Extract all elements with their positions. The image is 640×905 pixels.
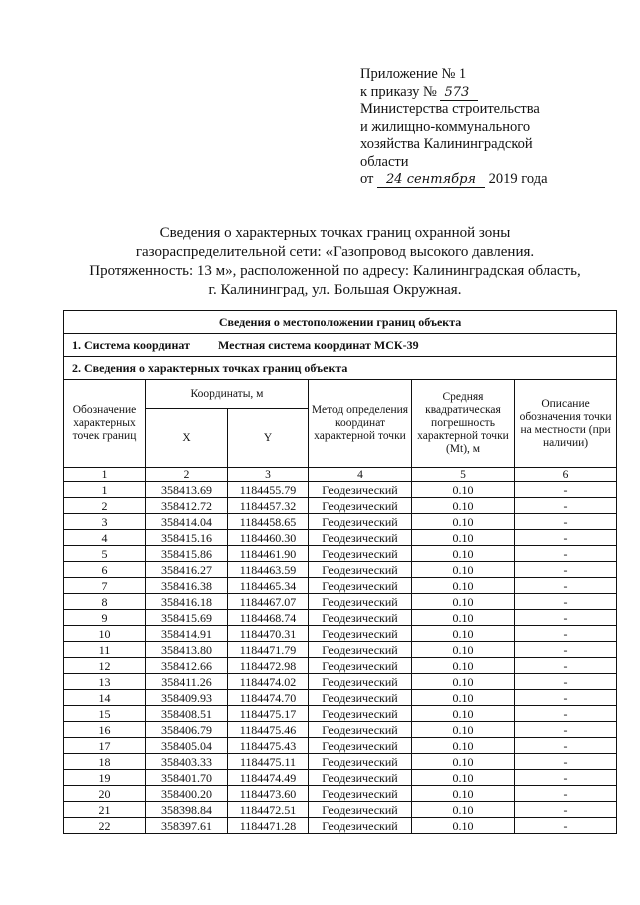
description-cell: - (515, 706, 617, 722)
description-cell: - (515, 610, 617, 626)
y-cell: 1184468.74 (228, 610, 309, 626)
x-cell: 358414.04 (146, 514, 228, 530)
table-row (64, 578, 617, 594)
error-cell: 0.10 (412, 802, 515, 818)
col-desc-header: Описание обозначения точки на местности (при наличии) (515, 380, 617, 468)
y-cell: 1184475.46 (228, 722, 309, 738)
description-cell: - (515, 482, 617, 498)
method-cell: Геодезический (309, 658, 412, 674)
description-cell: - (515, 770, 617, 786)
x-cell: 358415.69 (146, 610, 228, 626)
description-cell: - (515, 530, 617, 546)
point-id-cell: 19 (64, 770, 146, 786)
error-cell: 0.10 (412, 722, 515, 738)
section-coordinate-system (64, 334, 617, 357)
col-coords-header: Координаты, м (146, 380, 309, 409)
column-number: 6 (515, 468, 617, 482)
point-id-cell: 17 (64, 738, 146, 754)
column-number: 5 (412, 468, 515, 482)
error-cell: 0.10 (412, 610, 515, 626)
table-header-title: Сведения о местоположении границ объекта (64, 311, 617, 334)
col-y-header: Y (228, 409, 309, 468)
point-id-cell: 2 (64, 498, 146, 514)
table-row (64, 722, 617, 738)
x-cell: 358416.38 (146, 578, 228, 594)
table-row (64, 514, 617, 530)
x-cell: 358413.80 (146, 642, 228, 658)
method-cell: Геодезический (309, 546, 412, 562)
error-cell: 0.10 (412, 626, 515, 642)
description-cell: - (515, 802, 617, 818)
x-cell: 358416.18 (146, 594, 228, 610)
error-cell: 0.10 (412, 690, 515, 706)
y-cell: 1184475.43 (228, 738, 309, 754)
table-row (64, 802, 617, 818)
y-cell: 1184472.98 (228, 658, 309, 674)
table-header-row (64, 311, 617, 334)
title-line: г. Калининград, ул. Большая Окружная. (208, 282, 462, 298)
col-error-header: Средняя квадратическая погрешность характерной точки (Mt), м (412, 380, 515, 468)
ministry-line: и жилищно-коммунального (360, 118, 531, 135)
ministry-line: Министерства строительства (360, 101, 540, 117)
description-cell: - (515, 738, 617, 754)
method-cell: Геодезический (309, 722, 412, 738)
error-cell: 0.10 (412, 642, 515, 658)
x-cell: 358411.26 (146, 674, 228, 690)
error-cell: 0.10 (412, 578, 515, 594)
point-id-cell: 4 (64, 530, 146, 546)
error-cell: 0.10 (412, 594, 515, 610)
x-cell: 358406.79 (146, 722, 228, 738)
error-cell: 0.10 (412, 770, 515, 786)
x-cell: 358415.16 (146, 530, 228, 546)
y-cell: 1184474.70 (228, 690, 309, 706)
date-handwritten: 24 сентября (377, 173, 485, 188)
error-cell: 0.10 (412, 546, 515, 562)
table-row (64, 738, 617, 754)
method-cell: Геодезический (309, 754, 412, 770)
error-cell: 0.10 (412, 562, 515, 578)
description-cell: - (515, 546, 617, 562)
method-cell: Геодезический (309, 498, 412, 514)
description-cell: - (515, 642, 617, 658)
description-cell: - (515, 674, 617, 690)
order-number-handwritten: 573 (440, 86, 478, 101)
x-cell: 358400.20 (146, 786, 228, 802)
point-id-cell: 21 (64, 802, 146, 818)
method-cell: Геодезический (309, 706, 412, 722)
method-cell: Геодезический (309, 578, 412, 594)
table-row (64, 546, 617, 562)
point-id-cell: 13 (64, 674, 146, 690)
y-cell: 1184473.60 (228, 786, 309, 802)
x-cell: 358401.70 (146, 770, 228, 786)
table-row (64, 754, 617, 770)
method-cell: Геодезический (309, 786, 412, 802)
x-cell: 358412.66 (146, 658, 228, 674)
point-id-cell: 12 (64, 658, 146, 674)
method-cell: Геодезический (309, 738, 412, 754)
column-number-row (64, 468, 617, 482)
method-cell: Геодезический (309, 482, 412, 498)
method-cell: Геодезический (309, 610, 412, 626)
table-row (64, 482, 617, 498)
point-id-cell: 18 (64, 754, 146, 770)
x-cell: 358413.69 (146, 482, 228, 498)
error-cell: 0.10 (412, 514, 515, 530)
col-method-header: Метод определения координат характерной точки (309, 380, 412, 468)
col-point-header: Обозначение характерных точек границ (64, 380, 146, 468)
method-cell: Геодезический (309, 514, 412, 530)
method-cell: Геодезический (309, 690, 412, 706)
point-id-cell: 8 (64, 594, 146, 610)
table-row (64, 706, 617, 722)
table-row (64, 786, 617, 802)
y-cell: 1184460.30 (228, 530, 309, 546)
y-cell: 1184474.02 (228, 674, 309, 690)
error-cell: 0.10 (412, 658, 515, 674)
column-header-row (64, 380, 617, 409)
y-cell: 1184458.65 (228, 514, 309, 530)
point-id-cell: 14 (64, 690, 146, 706)
error-cell: 0.10 (412, 674, 515, 690)
error-cell: 0.10 (412, 738, 515, 754)
x-cell: 358398.84 (146, 802, 228, 818)
title-line: газораспределительной сети: «Газопровод высокого давления. (135, 244, 535, 260)
x-cell: 358408.51 (146, 706, 228, 722)
table-row (64, 674, 617, 690)
y-cell: 1184457.32 (228, 498, 309, 514)
description-cell: - (515, 626, 617, 642)
order-number-line (360, 84, 620, 102)
method-cell: Геодезический (309, 530, 412, 546)
y-cell: 1184474.49 (228, 770, 309, 786)
y-cell: 1184465.34 (228, 578, 309, 594)
point-id-cell: 16 (64, 722, 146, 738)
column-number: 2 (146, 468, 228, 482)
column-number: 1 (64, 468, 146, 482)
error-cell: 0.10 (412, 706, 515, 722)
order-prefix: к приказу № (360, 83, 437, 100)
y-cell: 1184471.79 (228, 642, 309, 658)
x-cell: 358403.33 (146, 754, 228, 770)
description-cell: - (515, 498, 617, 514)
description-cell: - (515, 514, 617, 530)
table-row (64, 770, 617, 786)
date-suffix: 2019 года (488, 171, 548, 187)
y-cell: 1184467.07 (228, 594, 309, 610)
title-line: Сведения о характерных точках границ охранной зоны (159, 225, 511, 241)
ministry-line: хозяйства Калининградской (360, 136, 533, 152)
y-cell: 1184472.51 (228, 802, 309, 818)
method-cell: Геодезический (309, 818, 412, 834)
y-cell: 1184475.17 (228, 706, 309, 722)
x-cell: 358414.91 (146, 626, 228, 642)
x-cell: 358416.27 (146, 562, 228, 578)
table-row (64, 690, 617, 706)
x-cell: 358397.61 (146, 818, 228, 834)
document-title (60, 224, 610, 300)
x-cell: 358412.72 (146, 498, 228, 514)
error-cell: 0.10 (412, 482, 515, 498)
table-row (64, 530, 617, 546)
description-cell: - (515, 818, 617, 834)
point-id-cell: 9 (64, 610, 146, 626)
error-cell: 0.10 (412, 498, 515, 514)
table-row (64, 594, 617, 610)
method-cell: Геодезический (309, 674, 412, 690)
description-cell: - (515, 786, 617, 802)
y-cell: 1184471.28 (228, 818, 309, 834)
column-number: 4 (309, 468, 412, 482)
table-row (64, 658, 617, 674)
appendix-block (360, 66, 620, 189)
point-id-cell: 10 (64, 626, 146, 642)
point-id-cell: 20 (64, 786, 146, 802)
error-cell: 0.10 (412, 818, 515, 834)
point-id-cell: 11 (64, 642, 146, 658)
x-cell: 358405.04 (146, 738, 228, 754)
method-cell: Геодезический (309, 626, 412, 642)
y-cell: 1184463.59 (228, 562, 309, 578)
point-id-cell: 15 (64, 706, 146, 722)
description-cell: - (515, 594, 617, 610)
method-cell: Геодезический (309, 802, 412, 818)
method-cell: Геодезический (309, 594, 412, 610)
error-cell: 0.10 (412, 530, 515, 546)
section1-value: Местная система координат МСК-39 (217, 337, 419, 352)
description-cell: - (515, 578, 617, 594)
section2-label: 2. Сведения о характерных точках границ объекта (64, 357, 617, 380)
title-line: Протяженность: 13 м», расположенной по адресу: Калининградская область, (89, 263, 581, 279)
y-cell: 1184470.31 (228, 626, 309, 642)
description-cell: - (515, 562, 617, 578)
point-id-cell: 3 (64, 514, 146, 530)
appendix-line: Приложение № 1 (360, 66, 467, 82)
description-cell: - (515, 754, 617, 770)
ministry-line: области (360, 153, 409, 170)
point-id-cell: 7 (64, 578, 146, 594)
point-id-cell: 6 (64, 562, 146, 578)
table-row (64, 818, 617, 834)
description-cell: - (515, 658, 617, 674)
table-body (64, 482, 617, 834)
error-cell: 0.10 (412, 754, 515, 770)
x-cell: 358409.93 (146, 690, 228, 706)
point-id-cell: 22 (64, 818, 146, 834)
point-id-cell: 5 (64, 546, 146, 562)
y-cell: 1184461.90 (228, 546, 309, 562)
method-cell: Геодезический (309, 562, 412, 578)
method-cell: Геодезический (309, 642, 412, 658)
method-cell: Геодезический (309, 770, 412, 786)
description-cell: - (515, 690, 617, 706)
col-x-header: X (146, 409, 228, 468)
point-id-cell: 1 (64, 482, 146, 498)
table-row (64, 626, 617, 642)
table-row (64, 642, 617, 658)
section1-label: 1. Система координат (72, 337, 190, 352)
column-number: 3 (228, 468, 309, 482)
error-cell: 0.10 (412, 786, 515, 802)
x-cell: 358415.86 (146, 546, 228, 562)
boundary-points-table (63, 310, 617, 834)
y-cell: 1184475.11 (228, 754, 309, 770)
description-cell: - (515, 722, 617, 738)
date-prefix: от (360, 171, 374, 187)
table-row (64, 498, 617, 514)
section-points (64, 357, 617, 380)
table-row (64, 562, 617, 578)
y-cell: 1184455.79 (228, 482, 309, 498)
table-row (64, 610, 617, 626)
date-line (360, 171, 620, 189)
